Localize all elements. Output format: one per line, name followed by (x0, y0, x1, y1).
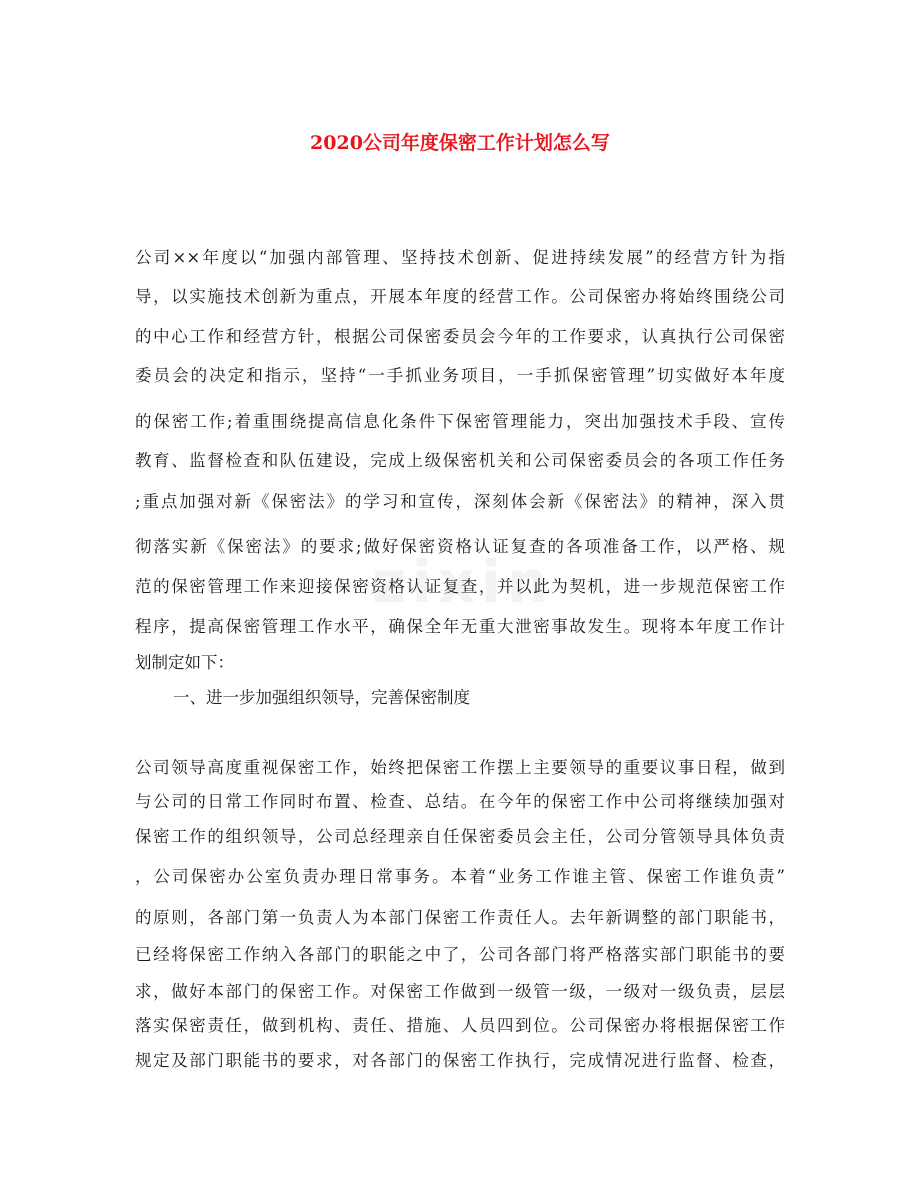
paragraph1-line: 公司××年度以“加强内部管理、坚持技术创新、促进持续发展”的经营方针为指 (135, 248, 785, 267)
paragraph2-line: 公司领导高度重视保密工作，始终把保密工作摆上主要领导的重要议事日程，做到 (135, 758, 785, 777)
paragraph1-line: 程序，提高保密管理工作水平，确保全年无重大泄密事故发生。现将本年度工作计 (135, 617, 785, 636)
paragraph1-line: 范的保密管理工作来迎接保密资格认证复查，并以此为契机，进一步规范保密工作 (135, 577, 785, 596)
paragraph2-line: ，公司保密办公室负责办理日常事务。本着“业务工作谁主管、保密工作谁负责” (135, 867, 785, 886)
paragraph1-line: 的中心工作和经营方针，根据公司保密委员会今年的工作要求，认真执行公司保密 (135, 327, 785, 346)
section-heading: 一、进一步加强组织领导，完善保密制度 (173, 688, 470, 707)
paragraph1-line: ;重点加强对新《保密法》的学习和宣传，深刻体会新《保密法》的精神，深入贯 (135, 492, 785, 511)
paragraph1-line: 的保密工作;着重围绕提高信息化条件下保密管理能力，突出加强技术手段、宣传 (135, 412, 785, 431)
paragraph2-line: 求，做好本部门的保密工作。对保密工作做到一级管一级，一级对一级负责，层层 (135, 982, 785, 1001)
paragraph1-line: 导，以实施技术创新为重点，开展本年度的经营工作。公司保密办将始终围绕公司 (135, 287, 785, 306)
document-title: 2020公司年度保密工作计划怎么写 (310, 132, 610, 154)
paragraph2-line: 已经将保密工作纳入各部门的职能之中了，公司各部门将严格落实部门职能书的要 (135, 945, 785, 964)
watermark: zixin (372, 548, 555, 616)
paragraph1-line: 委员会的决定和指示，坚持“一手抓业务项目，一手抓保密管理”切实做好本年度 (135, 366, 785, 385)
paragraph2-line: 与公司的日常工作同时布置、检查、总结。在今年的保密工作中公司将继续加强对 (135, 792, 785, 811)
paragraph1-line: 划制定如下： (135, 653, 234, 672)
paragraph2-line: 的原则，各部门第一负责人为本部门保密工作责任人。去年新调整的部门职能书， (135, 908, 785, 927)
paragraph1-line: 彻落实新《保密法》的要求;做好保密资格认证复查的各项准备工作，以严格、规 (135, 537, 785, 556)
paragraph2-line: 规定及部门职能书的要求，对各部门的保密工作执行，完成情况进行监督、检查， (135, 1051, 785, 1070)
paragraph2-line: 保密工作的组织领导，公司总经理亲自任保密委员会主任，公司分管领导具体负责 (135, 827, 785, 846)
paragraph1-line: 教育、监督检查和队伍建设，完成上级保密机关和公司保密委员会的各项工作任务 (135, 451, 785, 470)
paragraph2-line: 落实保密责任，做到机构、责任、措施、人员四到位。公司保密办将根据保密工作 (135, 1016, 785, 1035)
